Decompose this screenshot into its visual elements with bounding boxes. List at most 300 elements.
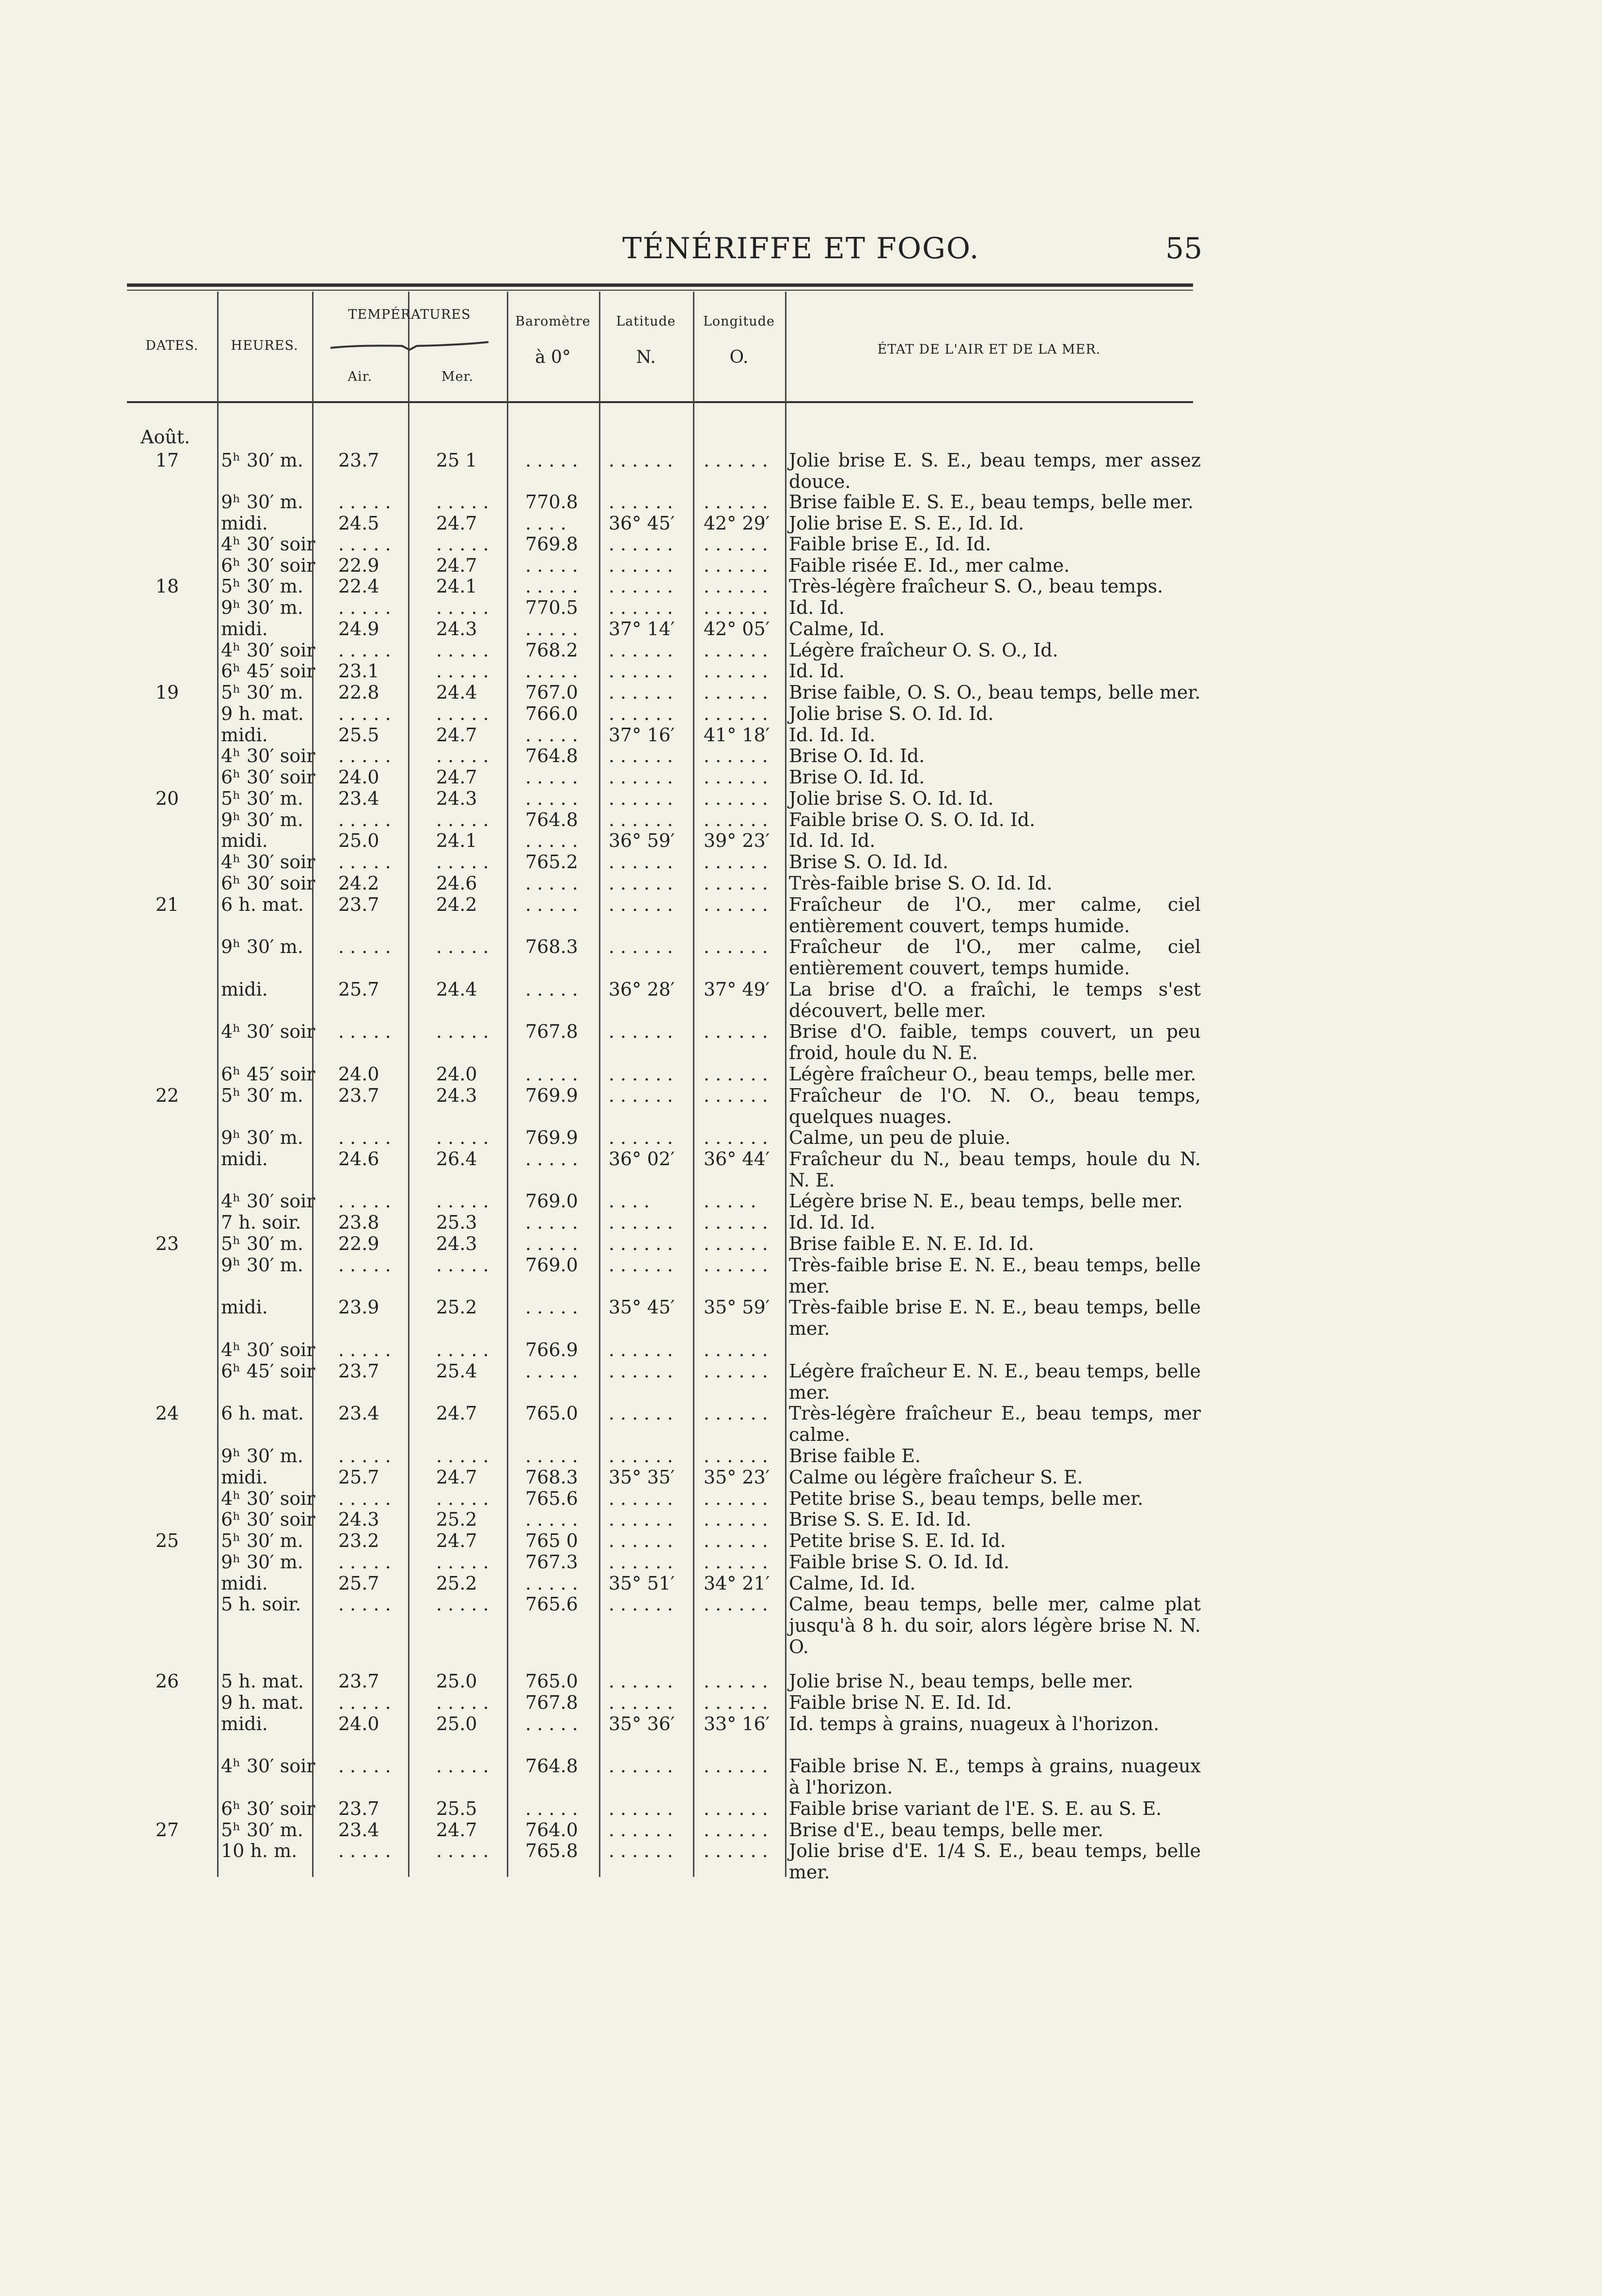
longitude-cell: 42° 05′: [704, 618, 770, 640]
barometer-cell: 765 0: [525, 1530, 578, 1551]
air-temp-cell: 23.7: [338, 1360, 379, 1382]
conditions-cell: La brise d'O. a fraîchi, le temps s'est découvert, belle mer.: [789, 979, 1201, 1021]
conditions-cell: Brise faible E.: [789, 1445, 921, 1467]
longitude-cell: . . . . . .: [704, 1403, 768, 1424]
sea-temp-cell: 24.7: [436, 1403, 477, 1424]
latitude-cell: . . . . . .: [609, 1339, 673, 1360]
longitude-cell: 35° 59′: [704, 1296, 770, 1318]
conditions-cell: Faible risée E. Id., mer calme.: [789, 555, 1070, 576]
air-temp-cell: . . . . .: [338, 1339, 391, 1360]
conditions-cell: Calme ou légère fraîcheur S. E.: [789, 1467, 1083, 1488]
air-temp-cell: . . . . .: [338, 597, 391, 618]
latitude-cell: . . . . . .: [609, 491, 673, 513]
longitude-cell: . . . . . .: [704, 1233, 768, 1254]
conditions-cell: Id. Id. Id.: [789, 830, 876, 851]
heure-cell: 6ʰ 30′ soir: [221, 873, 315, 894]
sea-temp-cell: 25.0: [436, 1713, 477, 1734]
air-temp-cell: . . . . .: [338, 745, 391, 766]
longitude-cell: . . . . . .: [704, 533, 768, 555]
air-temp-cell: . . . . .: [338, 703, 391, 724]
longitude-cell: 39° 23′: [704, 830, 770, 851]
date-cell: 24: [155, 1403, 179, 1424]
sea-temp-cell: 25.3: [436, 1212, 477, 1233]
barometer-cell: 765.6: [525, 1488, 578, 1509]
barometer-cell: . . . . .: [525, 873, 578, 894]
latitude-cell: . . . . . .: [609, 555, 673, 576]
heure-cell: 5ʰ 30′ m.: [221, 1233, 303, 1254]
heure-cell: midi.: [221, 1467, 268, 1488]
heure-cell: 6ʰ 30′ soir: [221, 555, 315, 576]
conditions-cell: Légère fraîcheur O., beau temps, belle mer.: [789, 1063, 1196, 1085]
conditions-cell: Id. Id.: [789, 660, 845, 682]
conditions-cell: Faible brise N. E. Id. Id.: [789, 1692, 1012, 1713]
heure-cell: 9ʰ 30′ m.: [221, 1445, 303, 1467]
conditions-cell: Faible brise variant de l'E. S. E. au S. E.: [789, 1798, 1162, 1819]
latitude-cell: 35° 51′: [609, 1573, 675, 1594]
date-cell: 20: [155, 788, 179, 809]
barometer-cell: . . . . .: [525, 1798, 578, 1819]
header-air: Air.: [347, 369, 373, 384]
air-temp-cell: 22.8: [338, 682, 379, 703]
heure-cell: 6ʰ 30′ soir: [221, 1509, 315, 1530]
conditions-cell: Faible brise S. O. Id. Id.: [789, 1551, 1010, 1573]
air-temp-cell: 24.3: [338, 1509, 379, 1530]
heure-cell: midi.: [221, 724, 268, 746]
barometer-cell: 770.5: [525, 597, 578, 618]
longitude-cell: . . . . . .: [704, 1551, 768, 1573]
header-barometre-unit: à 0°: [535, 347, 571, 367]
air-temp-cell: . . . . .: [338, 1254, 391, 1276]
latitude-cell: . . . . . .: [609, 450, 673, 471]
latitude-cell: . . . . . .: [609, 1085, 673, 1106]
air-temp-cell: . . . . .: [338, 640, 391, 661]
conditions-cell: Très-faible brise S. O. Id. Id.: [789, 873, 1052, 894]
barometer-cell: 770.8: [525, 491, 578, 513]
latitude-cell: 36° 02′: [609, 1148, 675, 1170]
sea-temp-cell: . . . . .: [436, 660, 489, 682]
heure-cell: 9ʰ 30′ m.: [221, 491, 303, 513]
latitude-cell: . . . . . .: [609, 533, 673, 555]
air-temp-cell: . . . . .: [338, 1840, 391, 1861]
barometer-cell: . . . . .: [525, 788, 578, 809]
latitude-cell: . . . . . .: [609, 1692, 673, 1713]
conditions-cell: Faible brise N. E., temps à grains, nuageux à l'horizon.: [789, 1755, 1201, 1798]
sea-temp-cell: 24.0: [436, 1063, 477, 1085]
latitude-cell: . . . . . .: [609, 1254, 673, 1276]
heure-cell: 4ʰ 30′ soir: [221, 745, 315, 766]
longitude-cell: . . . . . .: [704, 1127, 768, 1148]
column-divider: [507, 292, 508, 1877]
table-top-thin-rule: [127, 290, 1193, 291]
air-temp-cell: . . . . .: [338, 533, 391, 555]
sea-temp-cell: 24.7: [436, 724, 477, 746]
longitude-cell: . . . . . .: [704, 703, 768, 724]
longitude-cell: . . . . . .: [704, 1530, 768, 1551]
heure-cell: midi.: [221, 1713, 268, 1734]
barometer-cell: 766.0: [525, 703, 578, 724]
column-divider: [693, 292, 694, 1877]
longitude-cell: . . . . . .: [704, 873, 768, 894]
conditions-cell: Faible brise O. S. O. Id. Id.: [789, 809, 1036, 830]
column-divider: [785, 292, 786, 1877]
header-temperatures: TEMPÉRATURES: [348, 307, 471, 322]
air-temp-cell: . . . . .: [338, 851, 391, 873]
sea-temp-cell: . . . . .: [436, 1840, 489, 1861]
heure-cell: 5ʰ 30′ m.: [221, 788, 303, 809]
sea-temp-cell: 25.0: [436, 1671, 477, 1692]
barometer-cell: 767.3: [525, 1551, 578, 1573]
air-temp-cell: . . . . .: [338, 1692, 391, 1713]
barometer-cell: 764.8: [525, 745, 578, 766]
latitude-cell: . . . . . .: [609, 1445, 673, 1467]
longitude-cell: . . . . . .: [704, 1509, 768, 1530]
heure-cell: 4ʰ 30′ soir: [221, 533, 315, 555]
sea-temp-cell: . . . . .: [436, 1190, 489, 1212]
latitude-cell: 35° 36′: [609, 1713, 675, 1734]
longitude-cell: . . . . . .: [704, 660, 768, 682]
latitude-cell: 35° 35′: [609, 1467, 675, 1488]
barometer-cell: . . . . .: [525, 830, 578, 851]
date-cell: 17: [155, 450, 179, 471]
heure-cell: midi.: [221, 513, 268, 534]
barometer-cell: . . . . .: [525, 1063, 578, 1085]
latitude-cell: . . . . . .: [609, 1063, 673, 1085]
longitude-cell: 41° 18′: [704, 724, 770, 746]
barometer-cell: 769.9: [525, 1127, 578, 1148]
heure-cell: 9ʰ 30′ m.: [221, 809, 303, 830]
longitude-cell: . . . . . .: [704, 894, 768, 915]
conditions-cell: Calme, Id. Id.: [789, 1573, 916, 1594]
conditions-cell: Brise S. O. Id. Id.: [789, 851, 949, 873]
sea-temp-cell: . . . . .: [436, 851, 489, 873]
air-temp-cell: 23.1: [338, 660, 379, 682]
heure-cell: 9ʰ 30′ m.: [221, 1551, 303, 1573]
sea-temp-cell: 24.1: [436, 830, 477, 851]
heure-cell: 6ʰ 45′ soir: [221, 1360, 315, 1382]
heure-cell: 5ʰ 30′ m.: [221, 1530, 303, 1551]
table-header-rule: [127, 401, 1193, 403]
heure-cell: 4ʰ 30′ soir: [221, 1021, 315, 1042]
latitude-cell: . . . . . .: [609, 894, 673, 915]
barometer-cell: . . . . .: [525, 450, 578, 471]
heure-cell: midi.: [221, 1573, 268, 1594]
air-temp-cell: . . . . .: [338, 1190, 391, 1212]
date-cell: 27: [155, 1819, 179, 1841]
longitude-cell: . . . . . .: [704, 1085, 768, 1106]
longitude-cell: . . . . . .: [704, 1360, 768, 1382]
latitude-cell: . . . . . .: [609, 1127, 673, 1148]
heure-cell: 6ʰ 30′ soir: [221, 766, 315, 788]
longitude-cell: . . . . . .: [704, 936, 768, 957]
heure-cell: 4ʰ 30′ soir: [221, 1488, 315, 1509]
barometer-cell: 767.0: [525, 682, 578, 703]
longitude-cell: . . . . . .: [704, 809, 768, 830]
longitude-cell: . . . . . .: [704, 1445, 768, 1467]
header-latitude-unit: N.: [636, 347, 656, 367]
longitude-cell: . . . . . .: [704, 1063, 768, 1085]
header-barometre: Baromètre: [515, 314, 591, 329]
sea-temp-cell: . . . . .: [436, 533, 489, 555]
air-temp-cell: . . . . .: [338, 1445, 391, 1467]
barometer-cell: 765.0: [525, 1403, 578, 1424]
heure-cell: midi.: [221, 1148, 268, 1170]
latitude-cell: 36° 59′: [609, 830, 675, 851]
sea-temp-cell: 24.7: [436, 1530, 477, 1551]
air-temp-cell: 23.4: [338, 788, 379, 809]
latitude-cell: . . . . . .: [609, 766, 673, 788]
conditions-cell: Jolie brise S. O. Id. Id.: [789, 703, 994, 724]
air-temp-cell: 24.6: [338, 1148, 379, 1170]
sea-temp-cell: . . . . .: [436, 1488, 489, 1509]
air-temp-cell: 24.2: [338, 873, 379, 894]
sea-temp-cell: . . . . .: [436, 1339, 489, 1360]
heure-cell: midi.: [221, 1296, 268, 1318]
air-temp-cell: . . . . .: [338, 1551, 391, 1573]
heure-cell: 6ʰ 45′ soir: [221, 1063, 315, 1085]
barometer-cell: . . . . .: [525, 724, 578, 746]
barometer-cell: 769.9: [525, 1085, 578, 1106]
longitude-cell: . . . . . .: [704, 766, 768, 788]
date-cell: 25: [155, 1530, 179, 1551]
air-temp-cell: . . . . .: [338, 1593, 391, 1615]
conditions-cell: Légère fraîcheur E. N. E., beau temps, belle mer.: [789, 1360, 1201, 1403]
sea-temp-cell: . . . . .: [436, 745, 489, 766]
barometer-cell: . . . .: [525, 513, 566, 534]
heure-cell: 6ʰ 30′ soir: [221, 1798, 315, 1819]
conditions-cell: Id. Id. Id.: [789, 724, 876, 746]
barometer-cell: . . . . .: [525, 766, 578, 788]
conditions-cell: Id. temps à grains, nuageux à l'horizon.: [789, 1713, 1160, 1734]
sea-temp-cell: 24.7: [436, 766, 477, 788]
latitude-cell: . . . . . .: [609, 1488, 673, 1509]
sea-temp-cell: 24.1: [436, 576, 477, 597]
conditions-cell: Brise d'O. faible, temps couvert, un peu froid, houle du N. E.: [789, 1021, 1201, 1063]
heure-cell: midi.: [221, 979, 268, 1000]
longitude-cell: . . . . . .: [704, 1819, 768, 1841]
barometer-cell: . . . . .: [525, 1713, 578, 1734]
header-heures: HEURES.: [231, 338, 298, 353]
conditions-cell: Id. Id.: [789, 597, 845, 618]
barometer-cell: . . . . .: [525, 1233, 578, 1254]
sea-temp-cell: 24.7: [436, 1819, 477, 1841]
heure-cell: 5ʰ 30′ m.: [221, 1819, 303, 1841]
air-temp-cell: 23.7: [338, 1798, 379, 1819]
barometer-cell: . . . . .: [525, 1212, 578, 1233]
conditions-cell: Fraîcheur du N., beau temps, houle du N. N. E.: [789, 1148, 1201, 1191]
longitude-cell: . . . . . .: [704, 491, 768, 513]
longitude-cell: 34° 21′: [704, 1573, 770, 1594]
date-cell: 19: [155, 682, 179, 703]
conditions-cell: Très-faible brise E. N. E., beau temps, belle mer.: [789, 1254, 1201, 1297]
barometer-cell: . . . . .: [525, 660, 578, 682]
latitude-cell: . . . . . .: [609, 1509, 673, 1530]
latitude-cell: . . . . . .: [609, 1551, 673, 1573]
barometer-cell: 765.6: [525, 1593, 578, 1615]
conditions-cell: Brise d'E., beau temps, belle mer.: [789, 1819, 1104, 1841]
longitude-cell: . . . . . .: [704, 1339, 768, 1360]
barometer-cell: 765.8: [525, 1840, 578, 1861]
column-divider: [217, 292, 219, 1877]
air-temp-cell: . . . . .: [338, 1021, 391, 1042]
longitude-cell: . . . . . .: [704, 640, 768, 661]
heure-cell: 5ʰ 30′ m.: [221, 1085, 303, 1106]
sea-temp-cell: . . . . .: [436, 1021, 489, 1042]
latitude-cell: . . . . . .: [609, 1755, 673, 1777]
air-temp-cell: 24.5: [338, 513, 379, 534]
barometer-cell: . . . . .: [525, 576, 578, 597]
latitude-cell: . . . . . .: [609, 1021, 673, 1042]
heure-cell: 9ʰ 30′ m.: [221, 936, 303, 957]
heure-cell: 6 h. mat.: [221, 1403, 304, 1424]
air-temp-cell: 23.2: [338, 1530, 379, 1551]
air-temp-cell: 25.5: [338, 724, 379, 746]
heure-cell: 5ʰ 30′ m.: [221, 576, 303, 597]
latitude-cell: 36° 28′: [609, 979, 675, 1000]
latitude-cell: . . . . . .: [609, 597, 673, 618]
longitude-cell: . . . . . .: [704, 1671, 768, 1692]
barometer-cell: 768.3: [525, 1467, 578, 1488]
sea-temp-cell: 24.7: [436, 555, 477, 576]
sea-temp-cell: . . . . .: [436, 597, 489, 618]
latitude-cell: . . . . . .: [609, 703, 673, 724]
heure-cell: 10 h. m.: [221, 1840, 298, 1861]
heure-cell: 5ʰ 30′ m.: [221, 682, 303, 703]
longitude-cell: . . . . . .: [704, 1488, 768, 1509]
sea-temp-cell: 25 1: [436, 450, 477, 471]
longitude-cell: . . . . . .: [704, 682, 768, 703]
barometer-cell: . . . . .: [525, 979, 578, 1000]
column-divider: [599, 292, 600, 1877]
conditions-cell: Légère fraîcheur O. S. O., Id.: [789, 640, 1058, 661]
heure-cell: 9 h. mat.: [221, 703, 304, 724]
latitude-cell: . . . . . .: [609, 576, 673, 597]
sea-temp-cell: 25.2: [436, 1573, 477, 1594]
air-temp-cell: 22.9: [338, 1233, 379, 1254]
air-temp-cell: 24.0: [338, 1063, 379, 1085]
latitude-cell: . . . . . .: [609, 1798, 673, 1819]
conditions-cell: Calme, un peu de pluie.: [789, 1127, 1011, 1148]
longitude-cell: 37° 49′: [704, 979, 770, 1000]
table-top-rule: [127, 283, 1193, 287]
barometer-cell: . . . . .: [525, 1573, 578, 1594]
air-temp-cell: 24.0: [338, 766, 379, 788]
header-dates: DATES.: [145, 338, 199, 353]
latitude-cell: . . . . . .: [609, 809, 673, 830]
heure-cell: 5 h. soir.: [221, 1593, 301, 1615]
latitude-cell: . . . .: [609, 1190, 650, 1212]
date-cell: 22: [155, 1085, 179, 1106]
header-etat: ÉTAT DE L'AIR ET DE LA MER.: [877, 342, 1101, 357]
air-temp-cell: . . . . .: [338, 491, 391, 513]
sea-temp-cell: 24.4: [436, 682, 477, 703]
latitude-cell: . . . . . .: [609, 1233, 673, 1254]
longitude-cell: . . . . . .: [704, 1021, 768, 1042]
air-temp-cell: 22.9: [338, 555, 379, 576]
longitude-cell: . . . . . .: [704, 1692, 768, 1713]
conditions-cell: Très-légère fraîcheur E., beau temps, mer calme.: [789, 1403, 1201, 1445]
longitude-cell: 35° 23′: [704, 1467, 770, 1488]
longitude-cell: . . . . . .: [704, 597, 768, 618]
sea-temp-cell: . . . . .: [436, 936, 489, 957]
sea-temp-cell: 25.2: [436, 1296, 477, 1318]
sea-temp-cell: . . . . .: [436, 1127, 489, 1148]
page-number: 55: [1165, 232, 1203, 266]
air-temp-cell: . . . . .: [338, 1755, 391, 1777]
sea-temp-cell: 24.3: [436, 788, 477, 809]
heure-cell: 4ʰ 30′ soir: [221, 640, 315, 661]
sea-temp-cell: 24.2: [436, 894, 477, 915]
heure-cell: midi.: [221, 618, 268, 640]
barometer-cell: . . . . .: [525, 1360, 578, 1382]
heure-cell: 4ʰ 30′ soir: [221, 1339, 315, 1360]
air-temp-cell: 25.0: [338, 830, 379, 851]
conditions-cell: Petite brise S., beau temps, belle mer.: [789, 1488, 1144, 1509]
air-temp-cell: 23.7: [338, 450, 379, 471]
heure-cell: 9 h. mat.: [221, 1692, 304, 1713]
latitude-cell: . . . . . .: [609, 1671, 673, 1692]
heure-cell: 5ʰ 30′ m.: [221, 450, 303, 471]
latitude-cell: 37° 14′: [609, 618, 675, 640]
latitude-cell: . . . . . .: [609, 682, 673, 703]
conditions-cell: Id. Id. Id.: [789, 1212, 876, 1233]
longitude-cell: . . . . . .: [704, 1254, 768, 1276]
date-cell: 18: [155, 576, 179, 597]
barometer-cell: . . . . .: [525, 618, 578, 640]
barometer-cell: . . . . .: [525, 555, 578, 576]
heure-cell: 9ʰ 30′ m.: [221, 1254, 303, 1276]
longitude-cell: . . . . . .: [704, 555, 768, 576]
heure-cell: 6 h. mat.: [221, 894, 304, 915]
latitude-cell: . . . . . .: [609, 1530, 673, 1551]
latitude-cell: . . . . . .: [609, 660, 673, 682]
barometer-cell: . . . . .: [525, 1296, 578, 1318]
sea-temp-cell: . . . . .: [436, 1692, 489, 1713]
sea-temp-cell: . . . . .: [436, 1551, 489, 1573]
barometer-cell: . . . . .: [525, 894, 578, 915]
header-latitude: Latitude: [616, 314, 676, 329]
longitude-cell: . . . . . .: [704, 1755, 768, 1777]
heure-cell: midi.: [221, 830, 268, 851]
air-temp-cell: . . . . .: [338, 1488, 391, 1509]
header-mer: Mer.: [441, 369, 474, 384]
barometer-cell: 766.9: [525, 1339, 578, 1360]
latitude-cell: . . . . . .: [609, 788, 673, 809]
latitude-cell: . . . . . .: [609, 936, 673, 957]
barometer-cell: 765.2: [525, 851, 578, 873]
longitude-cell: 42° 29′: [704, 513, 770, 534]
conditions-cell: Jolie brise d'E. 1/4 S. E., beau temps, belle mer.: [789, 1840, 1201, 1883]
longitude-cell: . . . . . .: [704, 851, 768, 873]
sea-temp-cell: 24.3: [436, 1233, 477, 1254]
barometer-cell: . . . . .: [525, 1148, 578, 1170]
conditions-cell: Brise O. Id. Id.: [789, 766, 925, 788]
barometer-cell: 764.8: [525, 809, 578, 830]
sea-temp-cell: 24.4: [436, 979, 477, 1000]
latitude-cell: . . . . . .: [609, 1403, 673, 1424]
sea-temp-cell: 25.4: [436, 1360, 477, 1382]
latitude-cell: . . . . . .: [609, 1360, 673, 1382]
heure-cell: 4ʰ 30′ soir: [221, 1190, 315, 1212]
barometer-cell: 768.2: [525, 640, 578, 661]
air-temp-cell: 23.9: [338, 1296, 379, 1318]
conditions-cell: Brise faible E. S. E., beau temps, belle mer.: [789, 491, 1194, 513]
latitude-cell: . . . . . .: [609, 1840, 673, 1861]
conditions-cell: Très-légère fraîcheur S. O., beau temps.: [789, 576, 1163, 597]
barometer-cell: 765.0: [525, 1671, 578, 1692]
sea-temp-cell: . . . . .: [436, 640, 489, 661]
longitude-cell: 36° 44′: [704, 1148, 770, 1170]
heure-cell: 9ʰ 30′ m.: [221, 1127, 303, 1148]
